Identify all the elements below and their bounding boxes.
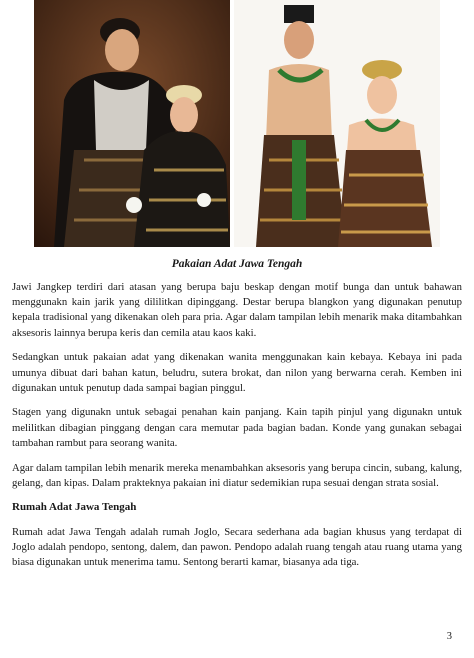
paragraph-4: Agar dalam tampilan lebih menarik mereka menambahkan aksesoris yang berupa cincin, subang, kalung, gelang, dan kipas. Dalam prakteknya pakaian ini diatur sedemikian rupa sesuai dengan strata sosial. <box>12 461 462 489</box>
paragraph-1: Jawi Jangkep terdiri dari atasan yang berupa baju beskap dengan motif bunga dan untuk bahawan menggunakn kain jarik yang dililitkan dipinggang. Destar berupa blangkon yang digunakan penutup kepala tradisional yang dikenakan oleh para pria. Agar dalam tampilan lebih menarik maka ditambahkan aksesoris lainnya berupa keris dan cemila atau kaos kaki. <box>12 281 462 339</box>
paragraph-5: Rumah adat Jawa Tengah adalah rumah Joglo, Secara sederhana ada bagian khusus yang terdapat di Joglo adalah pendopo, sentong, dalem, dan pawon. Pendopo adalah ruang tengah atau ruang utama yang biasa digunakan untuk menerima tamu. Sentong berarti kamar, biasanya ada tiga. <box>12 525 462 569</box>
figure-caption: Pakaian Adat Jawa Tengah <box>171 258 303 270</box>
section-heading: Rumah Adat Jawa Tengah <box>12 501 137 514</box>
paragraph-3: Stagen yang digunakn untuk sebagai penahan kain panjang. Kain tapih pinjul yang digunakn untuk melilitkan dibagian pinggang dengan cara memutar pada bagian badan. Konde yang gunakan sebagai tambahan rambut para seorang wanita. <box>12 406 462 449</box>
photo-pair <box>34 0 440 247</box>
page-number: 3 <box>446 631 452 642</box>
photo-couple-dark-background <box>34 0 230 247</box>
paragraph-2: Sedangkan untuk pakaian adat yang dikenakan wanita menggunakan kain kebaya. Kebaya ini pada umunya dibuat dari bahan katun, beludru, sutera brokat, dan nilon yang berwarna cerah. Kemben ini digunakan untuk penutup dada sampai bagian pinggul. <box>12 351 462 394</box>
body-text <box>12 280 462 580</box>
photo-couple-dark-illustration <box>34 0 230 247</box>
photo-couple-white-illustration <box>234 0 440 247</box>
photo-couple-white-background <box>234 0 440 247</box>
